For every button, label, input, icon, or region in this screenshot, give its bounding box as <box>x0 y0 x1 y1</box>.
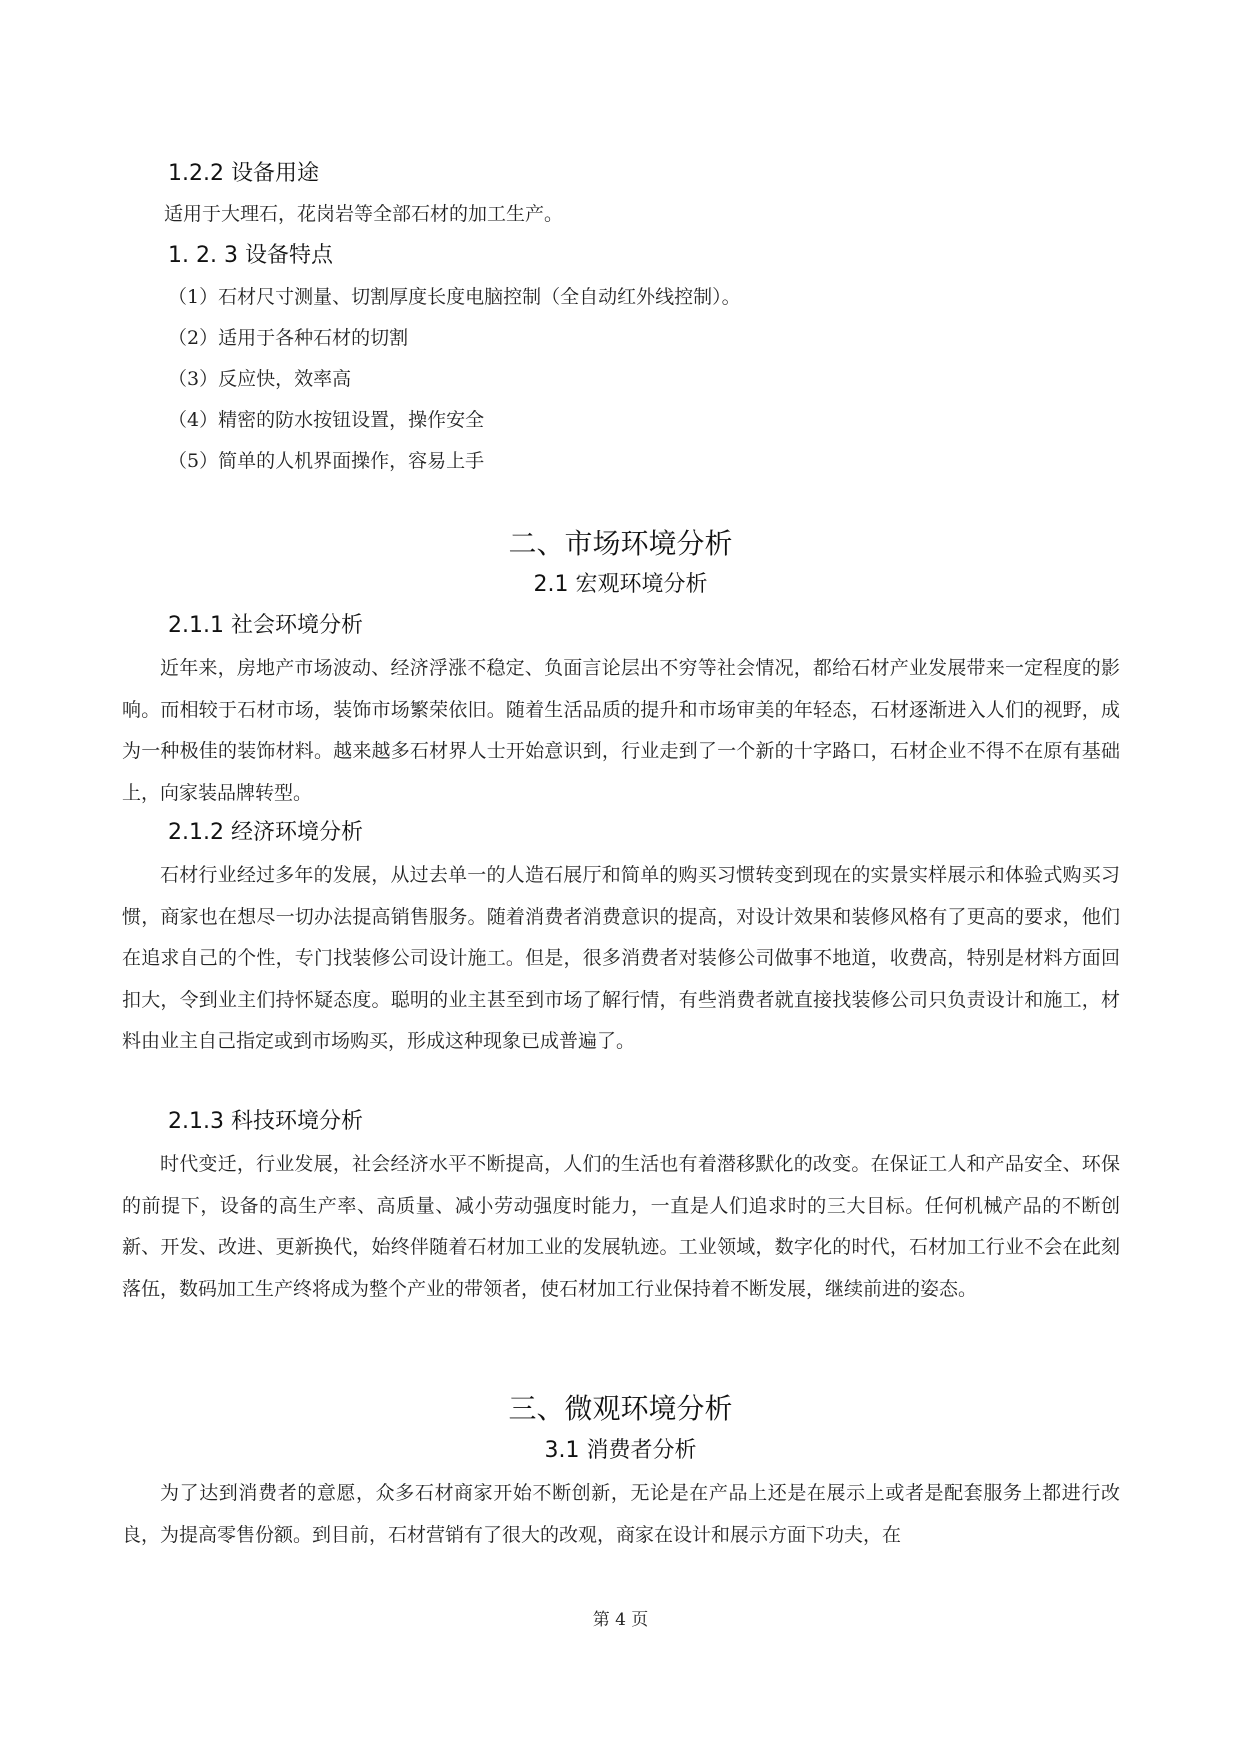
section-3-1-title: 3.1 消费者分析 <box>544 1438 697 1463</box>
heading-2-1-2: 2.1.2 经济环境分析 <box>168 820 363 845</box>
list-item: （2）适用于各种石材的切割 <box>168 327 409 349</box>
list-item: （1）石材尺寸测量、切割厚度长度电脑控制（全自动红外线控制）。 <box>168 286 741 308</box>
paragraph-2-1-2: 石材行业经过多年的发展，从过去单一的人造石展厅和简单的购买习惯转变到现在的实景实样展示和体验式购买习惯，商家也在想尽一切办法提高销售服务。随着消费者消费意识的提高，对设计效果和装修风格有了更高的要求，他们在追求自己的个性，专门找装修公司设计施工。但是，很多消费者对装修公司做事不地道，收费高，特别是材料方面回扣大，令到业主们持怀疑态度。聪明的业主甚至到市场了解行情，有些消费者就直接找装修公司只负责设计和施工，材料由业主自己指定或到市场购买，形成这种现象已成普遍了。 <box>122 864 1120 1052</box>
heading-2-1-1: 2.1.1 社会环境分析 <box>168 613 363 638</box>
page-number: 第 4 页 <box>592 1610 649 1630</box>
chapter-3-title: 三、微观环境分析 <box>508 1392 733 1425</box>
paragraph-3-1: 为了达到消费者的意愿，众多石材商家开始不断创新，无论是在产品上还是在展示上或者是配套服务上都进行改良，为提高零售份额。到目前，石材营销有了很大的改观，商家在设计和展示方面下功夫，在 <box>122 1482 1120 1546</box>
list-item: （5）简单的人机界面操作，容易上手 <box>168 450 485 472</box>
heading-1-2-3: 1. 2. 3 设备特点 <box>168 243 333 268</box>
paragraph-2-1-1: 近年来，房地产市场波动、经济浮涨不稳定、负面言论层出不穷等社会情况，都给石材产业发展带来一定程度的影响。而相较于石材市场，装饰市场繁荣依旧。随着生活品质的提升和市场审美的年轻态，石材逐渐进入人们的视野，成为一种极佳的装饰材料。越来越多石材界人士开始意识到，行业走到了一个新的十字路口，石材企业不得不在原有基础上，向家装品牌转型。 <box>122 657 1120 804</box>
list-item: （3）反应快，效率高 <box>168 368 352 390</box>
paragraph-2-1-3: 时代变迁，行业发展，社会经济水平不断提高，人们的生活也有着潜移默化的改变。在保证工人和产品安全、环保的前提下，设备的高生产率、高质量、减小劳动强度时能力，一直是人们追求时的三大目标。任何机械产品的不断创新、开发、改进、更新换代，始终伴随着石材加工业的发展轨迹。工业领域，数字化的时代，石材加工行业不会在此刻落伍，数码加工生产终将成为整个产业的带领者，使石材加工行业保持着不断发展，继续前进的姿态。 <box>122 1153 1120 1300</box>
heading-1-2-2: 1.2.2 设备用途 <box>168 161 319 186</box>
text-1-2-2: 适用于大理石，花岗岩等全部石材的加工生产。 <box>164 203 564 225</box>
heading-2-1-3: 2.1.3 科技环境分析 <box>168 1109 363 1134</box>
chapter-2-title: 二、市场环境分析 <box>508 527 733 560</box>
section-2-1-title: 2.1 宏观环境分析 <box>533 572 708 597</box>
list-item: （4）精密的防水按钮设置，操作安全 <box>168 409 485 431</box>
